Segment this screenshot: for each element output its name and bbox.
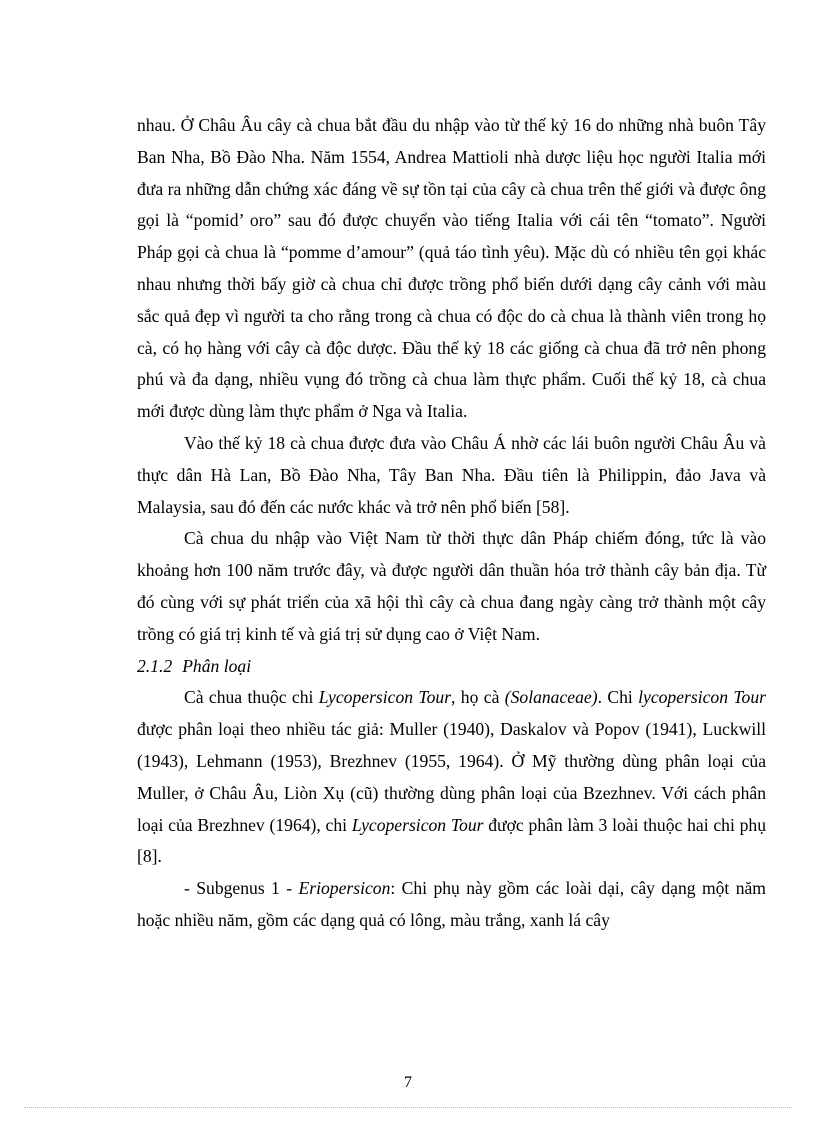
- paragraph-3: Cà chua du nhập vào Việt Nam từ thời thực dân Pháp chiếm đóng, tức là vào khoảng hơn 100 năm trước đây, và được người dân thuần hóa trở thành cây bản địa. Từ đó cùng với sự phát triển của xã hội thì cây cà chua đang ngày càng trở thành một cây trồng có giá trị kinh tế và giá trị sử dụng cao ở Việt Nam.: [137, 528, 766, 644]
- body-text: [137, 110, 766, 937]
- paragraph-1: nhau. Ở Châu Âu cây cà chua bắt đầu du nhập vào từ thế kỷ 16 do những nhà buôn Tây Ban Nha, Bồ Đào Nha. Năm 1554, Andrea Mattioli nhà dược liệu học người Italia mới đưa ra những dẫn chứng xác đáng về sự tồn tại của cây cà chua trên thế giới và được ông gọi là “pomid’ oro” sau đó được chuyển vào tiếng Italia với cái tên “tomato”. Người Pháp gọi cà chua là “pomme d’amour” (quả táo tình yêu). Mặc dù có nhiều tên gọi khác nhau nhưng thời bấy giờ cà chua chỉ được trồng phổ biến dưới dạng cây cảnh với màu sắc quả đẹp vì người ta cho rằng trong cà chua có độc do cà chua là thành viên trong họ cà, có họ hàng với cây cà độc dược. Đầu thế kỷ 18 các giống cà chua đã trở nên phong phú và đa dạng, nhiều vụng đó trồng cà chua làm thực phẩm. Cuối thế kỷ 18, cà chua mới được dùng làm thực phẩm ở Nga và Italia.: [137, 115, 766, 422]
- p4-italic-3: lycopersicon Tour: [638, 687, 766, 708]
- section-number: 2.1.2: [137, 655, 173, 676]
- p4-text-2: , họ cà: [451, 687, 505, 708]
- p4-italic-2: (Solanaceae): [504, 687, 598, 708]
- section-heading: [137, 651, 766, 683]
- p4-text-5: được phân làm 3 loài thuộc hai chi phụ [8].: [137, 814, 766, 867]
- p4-italic-1: Lycopersicon Tour: [318, 687, 452, 708]
- bottom-divider: [24, 1107, 792, 1108]
- paragraph-2: Vào thế kỷ 18 cà chua được đưa vào Châu Á nhờ các lái buôn người Châu Âu và thực dân Hà Lan, Bồ Đào Nha, Tây Ban Nha. Đầu tiên là Philippin, đảo Java và Malaysia, sau đó đến các nước khác và trở nên phổ biến [58].: [137, 432, 766, 517]
- p4-text-3: . Chi: [597, 687, 639, 708]
- section-title: Phân loại: [182, 655, 252, 676]
- paragraph-5: [137, 873, 766, 937]
- p4-text-4: được phân loại theo nhiều tác giả: Muller (1940), Daskalov và Popov (1941), Luckwill (1943), Lehmann (1953), Brezhnev (1955, 1964). Ở Mỹ thường dùng phân loại của Muller, ở Châu Âu, Liòn Xụ (cũ) thường dùng phân loại của Bzezhnev. Với cách phân loại của Brezhnev (1964), chi: [137, 719, 766, 835]
- p4-text-1: Cà chua thuộc chi: [184, 687, 319, 708]
- p4-italic-4: Lycopersicon Tour: [351, 814, 484, 835]
- page-number: 7: [404, 1074, 412, 1091]
- p5-text-1: - Subgenus 1 -: [184, 878, 299, 899]
- p5-text-2: : Chi phụ này gồm các loài dại, cây dạng một năm hoặc nhiều năm, gồm các dạng quả có lông, màu trắng, xanh lá cây: [137, 878, 766, 930]
- paragraph-4: [137, 682, 766, 873]
- p5-italic-1: Eriopersicon: [298, 878, 391, 899]
